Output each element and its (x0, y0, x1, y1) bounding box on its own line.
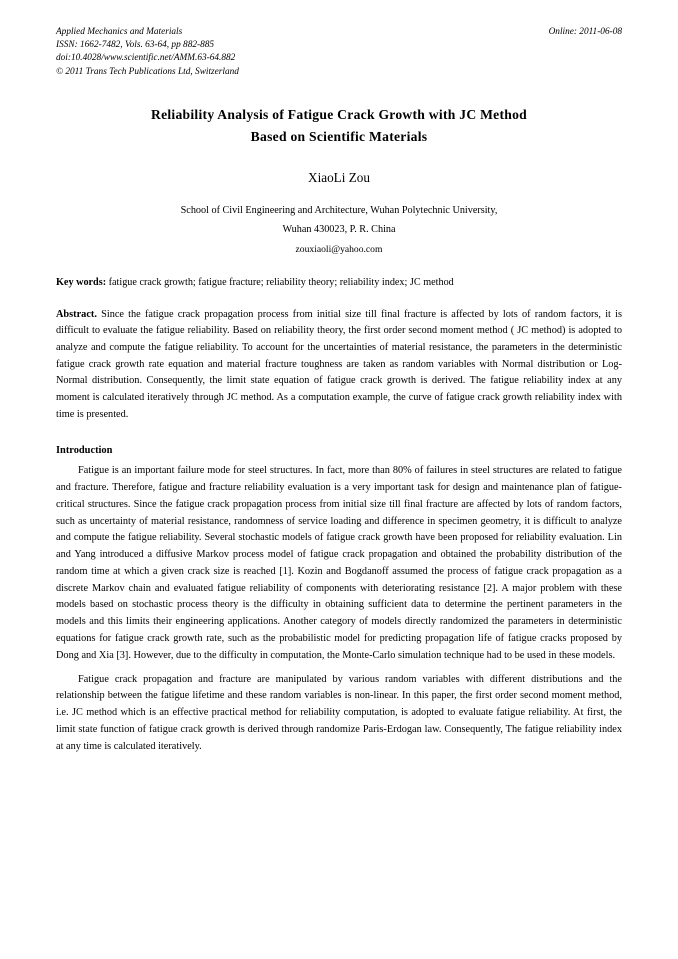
author-email: zouxiaoli@yahoo.com (295, 243, 383, 255)
online-date: Online: 2011-06-08 (548, 27, 622, 37)
issn-line: ISSN: 1662-7482, Vols. 63-64, pp 882-885 (56, 40, 215, 51)
page-header (56, 26, 622, 79)
affiliation-line-2: Wuhan 430023, P. R. China (282, 223, 396, 235)
keywords-label: Key words: (56, 276, 107, 288)
abstract-block (56, 307, 622, 424)
intro-paragraph-2: Fatigue crack propagation and fracture are manipulated by various random variables with different distributions and the relationship between the fatigue lifetime and these random variables is non-linear. In this paper, the first order second moment method, i.e. JC method which is an effective practical method for reliability computation, is adopted to evaluate fatigue reliability. At first, the limit state function of fatigue crack growth is derived through randomize Paris-Erdogan law. Consequently, The fatigue reliability index at any time is calculated iteratively. (56, 673, 622, 752)
author-name: XiaoLi Zou (308, 169, 370, 185)
copyright-line: © 2011 Trans Tech Publications Ltd, Switzerland (56, 66, 239, 77)
doi-line: doi:10.4028/www.scientific.net/AMM.63-64.882 (56, 53, 236, 64)
title-line-1: Reliability Analysis of Fatigue Crack Growth with JC Method (150, 106, 528, 122)
journal-name: Applied Mechanics and Materials (56, 27, 183, 37)
abstract-text: Since the fatigue crack propagation process from initial size till final fracture is affected by lots of random factors, it is difficult to evaluate the fatigue reliability. Based on reliability theory, the first order second moment method ( JC method) is adopted to analyze and compute the fatigue reliability. To account for the uncertainties of material resistance, the parameters in the deterministic fatigue crack growth rate equation and material fracture toughness are taken as random variables with Normal distribution or Log-Normal distribution. Consequently, the limit state equation of fatigue crack growth is derived. The fatigue reliability index at any moment is calculated iteratively through JC method. As a computation example, the curve of fatigue crack growth reliability index with time is presented. (56, 308, 622, 420)
affiliation (56, 202, 622, 240)
intro-paragraph-1: Fatigue is an important failure mode for steel structures. In fact, more than 80% of failures in steel structures are related to fatigue and fracture. Therefore, fatigue and fracture reliability evaluation is a very important task for design and maintenance plan of fatigue-critical structures. Since the fatigue crack propagation process from initial size till final fracture are affected by lots of random factors, such as uncertainty of material resistance, randomness of service loading and difference in specimen geometry, it is difficult to analyze and compute the fatigue reliability. Several stochastic models of fatigue crack growth have been proposed for reliability evaluation. Lin and Yang introduced a diffusive Markov process model of fatigue crack propagation and obtained the probability distribution of the random time at which a given crack size is reached [1]. Kozin and Bogdanoff assumed the process of fatigue crack propagation as a discrete Markov chain and evaluated fatigue reliability of components with deteriorating resistance [2]. A major problem with these models based on stochastic process theory is the difficulty in obtaining sufficient data to determine the pertinent parameters in the models and this limits their engineering applications. Another category of models directly randomized the parameters in deterministic equations for fatigue crack growth rate, such as the probabilistic model for predicting propagation life of fatigue cracks proposed by Dong and Xia [3]. However, due to the difficulty in computation, the Monte-Carlo simulation technique had to be used in these models. (56, 465, 622, 661)
section-heading-introduction: Introduction (56, 445, 113, 457)
keywords-line (56, 277, 622, 288)
header-left-block (56, 26, 239, 79)
abstract-label: Abstract. (56, 308, 97, 320)
affiliation-line-1: School of Civil Engineering and Architecture, Wuhan Polytechnic University, (180, 204, 498, 216)
title-line-2: Based on Scientific Materials (250, 128, 428, 144)
keywords-text: fatigue crack growth; fatigue fracture; reliability theory; reliability index; JC method (106, 276, 454, 288)
page-title (56, 104, 622, 148)
